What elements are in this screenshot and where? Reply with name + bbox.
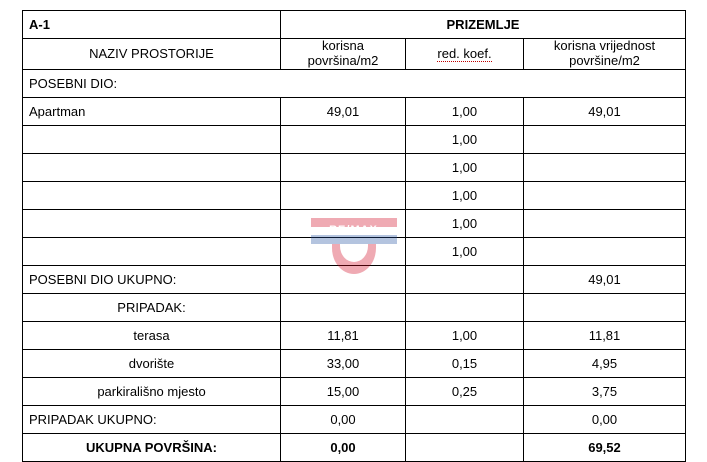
table-row <box>23 97 686 125</box>
grand-total-value: 69,52 <box>524 433 686 461</box>
row-coefficient: 1,00 <box>406 321 524 349</box>
row-coefficient: 1,00 <box>406 153 524 181</box>
total-row-appurtenance <box>23 405 686 433</box>
room-area-table <box>22 10 686 462</box>
total-row-grand <box>23 433 686 461</box>
row-coefficient: 1,00 <box>406 209 524 237</box>
section-label-appurtenance: PRIPADAK: <box>23 293 281 321</box>
row-value <box>524 237 686 265</box>
appurtenance-total-coefficient <box>406 405 524 433</box>
section-row-special-part <box>23 69 686 97</box>
table-header-row-columns <box>23 39 686 70</box>
row-value <box>524 153 686 181</box>
section-appurtenance-value <box>524 293 686 321</box>
row-area: 11,81 <box>281 321 406 349</box>
column-header-coefficient-text: red. koef. <box>437 46 492 62</box>
watermark-text: RE/MAX <box>329 224 378 236</box>
row-value: 3,75 <box>524 377 686 405</box>
table-row <box>23 181 686 209</box>
row-value: 11,81 <box>524 321 686 349</box>
row-name: terasa <box>23 321 281 349</box>
appurtenance-total-label: PRIPADAK UKUPNO: <box>23 405 281 433</box>
row-name <box>23 237 281 265</box>
special-total-value: 49,01 <box>524 265 686 293</box>
row-coefficient: 1,00 <box>406 97 524 125</box>
section-appurtenance-area <box>281 293 406 321</box>
row-area <box>281 181 406 209</box>
row-area: 33,00 <box>281 349 406 377</box>
table-row <box>23 321 686 349</box>
row-area <box>281 209 406 237</box>
appurtenance-total-value: 0,00 <box>524 405 686 433</box>
row-value <box>524 181 686 209</box>
row-coefficient: 0,25 <box>406 377 524 405</box>
grand-total-label: UKUPNA POVRŠINA: <box>23 433 281 461</box>
row-coefficient: 1,00 <box>406 125 524 153</box>
row-value: 4,95 <box>524 349 686 377</box>
appurtenance-total-area: 0,00 <box>281 405 406 433</box>
unit-label-cell: A-1 <box>23 11 281 39</box>
table-row <box>23 237 686 265</box>
table-row <box>23 209 686 237</box>
column-header-value-line1: korisna vrijednost <box>553 38 656 53</box>
row-coefficient: 1,00 <box>406 237 524 265</box>
column-header-area-line2: površina/m2 <box>307 52 379 68</box>
table-row <box>23 153 686 181</box>
table-row <box>23 125 686 153</box>
row-name <box>23 153 281 181</box>
row-name: Apartman <box>23 97 281 125</box>
section-appurtenance-coefficient <box>406 293 524 321</box>
column-header-value <box>524 39 686 70</box>
table-header-row-unit <box>23 11 686 39</box>
valuation-sheet <box>22 10 685 455</box>
row-area <box>281 153 406 181</box>
row-value <box>524 209 686 237</box>
row-area <box>281 237 406 265</box>
row-name: dvorište <box>23 349 281 377</box>
special-total-area <box>281 265 406 293</box>
row-name: parkirališno mjesto <box>23 377 281 405</box>
row-name <box>23 125 281 153</box>
column-header-area-line1: korisna <box>322 38 364 53</box>
row-value <box>524 125 686 153</box>
row-coefficient: 0,15 <box>406 349 524 377</box>
column-header-name: NAZIV PROSTORIJE <box>23 39 281 70</box>
section-row-appurtenance <box>23 293 686 321</box>
row-area <box>281 125 406 153</box>
column-header-area <box>281 39 406 70</box>
table-row <box>23 349 686 377</box>
row-coefficient: 1,00 <box>406 181 524 209</box>
grand-total-area: 0,00 <box>281 433 406 461</box>
row-name <box>23 209 281 237</box>
row-value: 49,01 <box>524 97 686 125</box>
column-header-value-line2: površine/m2 <box>569 52 640 68</box>
special-total-coefficient <box>406 265 524 293</box>
row-area: 49,01 <box>281 97 406 125</box>
floor-label-cell: PRIZEMLJE <box>281 11 686 39</box>
special-total-label: POSEBNI DIO UKUPNO: <box>23 265 281 293</box>
column-header-coefficient <box>406 39 524 70</box>
section-label-special-part: POSEBNI DIO: <box>23 69 686 97</box>
row-area: 15,00 <box>281 377 406 405</box>
row-name <box>23 181 281 209</box>
grand-total-coefficient <box>406 433 524 461</box>
table-row <box>23 377 686 405</box>
total-row-special-part <box>23 265 686 293</box>
